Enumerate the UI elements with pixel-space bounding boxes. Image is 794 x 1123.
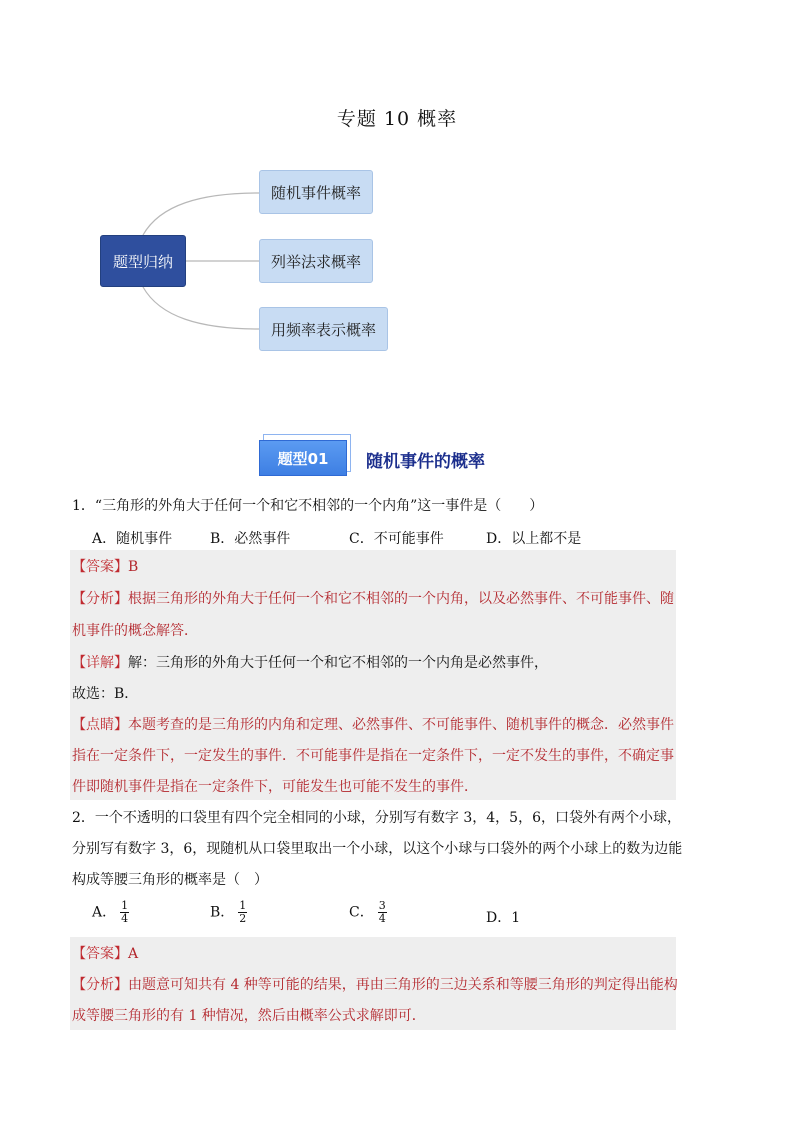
q1-answer: 【答案】B: [72, 559, 139, 575]
q1-detail-line1: 【详解】解：三角形的外角大于任何一个和它不相邻的一个内角是必然事件，: [72, 655, 548, 671]
q1-comment-line1: 【点睛】本题考查的是三角形的内角和定理、必然事件、不可能事件、随机事件的概念．必然事件: [72, 717, 674, 733]
page-title: 专题 10 概率: [336, 108, 458, 130]
q1-option-d: D．以上都不是: [486, 531, 582, 547]
q2-option-b: B． $\frac{1}{2}$: [210, 899, 247, 925]
q1-detail-line2: 故选：B．: [72, 686, 139, 702]
section-badge: 题型01: [259, 440, 347, 476]
mindmap-branch-random-event: 随机事件概率: [259, 170, 373, 214]
q2-option-d: D．1: [486, 910, 521, 926]
q2-analysis-line1: 【分析】由题意可知共有 4 种等可能的结果，再由三角形的三边关系和等腰三角形的判定得出能构: [72, 977, 678, 993]
q1-comment-line3: 件即随机事件是指在一定条件下，可能发生也可能不发生的事件．: [72, 779, 478, 795]
q2-analysis-line2: 成等腰三角形的有 1 种情况，然后由概率公式求解即可．: [72, 1008, 426, 1024]
q1-analysis-line2: 机事件的概念解答．: [72, 623, 198, 639]
q2-answer: 【答案】A: [72, 946, 139, 962]
q2-stem-line2: 分别写有数字 3，6，现随机从口袋里取出一个小球，以这个小球与口袋外的两个小球上的数为边能: [72, 841, 683, 857]
q1-analysis-line1: 【分析】根据三角形的外角大于任何一个和它不相邻的一个内角，以及必然事件、不可能事件、随: [72, 591, 674, 607]
q2-stem-line1: 2．一个不透明的口袋里有四个完全相同的小球，分别写有数字 3，4，5，6，口袋外有两个小球，: [72, 810, 681, 826]
mindmap-connectors: [0, 0, 794, 400]
q2-option-c: C． $\frac{3}{4}$: [349, 899, 386, 925]
q1-comment-line2: 指在一定条件下，一定发生的事件．不可能事件是指在一定条件下，一定不发生的事件，不确定事: [72, 748, 674, 764]
section-title: 随机事件的概率: [366, 452, 485, 472]
mindmap-root: 题型归纳: [100, 235, 186, 287]
mindmap-branch-frequency: 用频率表示概率: [259, 307, 388, 351]
q1-option-c: C．不可能事件: [349, 531, 444, 547]
mindmap-branch-enumeration: 列举法求概率: [259, 239, 373, 283]
q1-option-b: B．必然事件: [210, 531, 291, 547]
q2-stem-line3: 构成等腰三角形的概率是（ ）: [72, 872, 268, 888]
q2-option-a: A． $\frac{1}{4}$: [92, 899, 129, 925]
q1-option-a: A．随机事件: [92, 531, 173, 547]
q1-stem: 1．“三角形的外角大于任何一个和它不相邻的一个内角”这一事件是（ ）: [72, 498, 544, 514]
